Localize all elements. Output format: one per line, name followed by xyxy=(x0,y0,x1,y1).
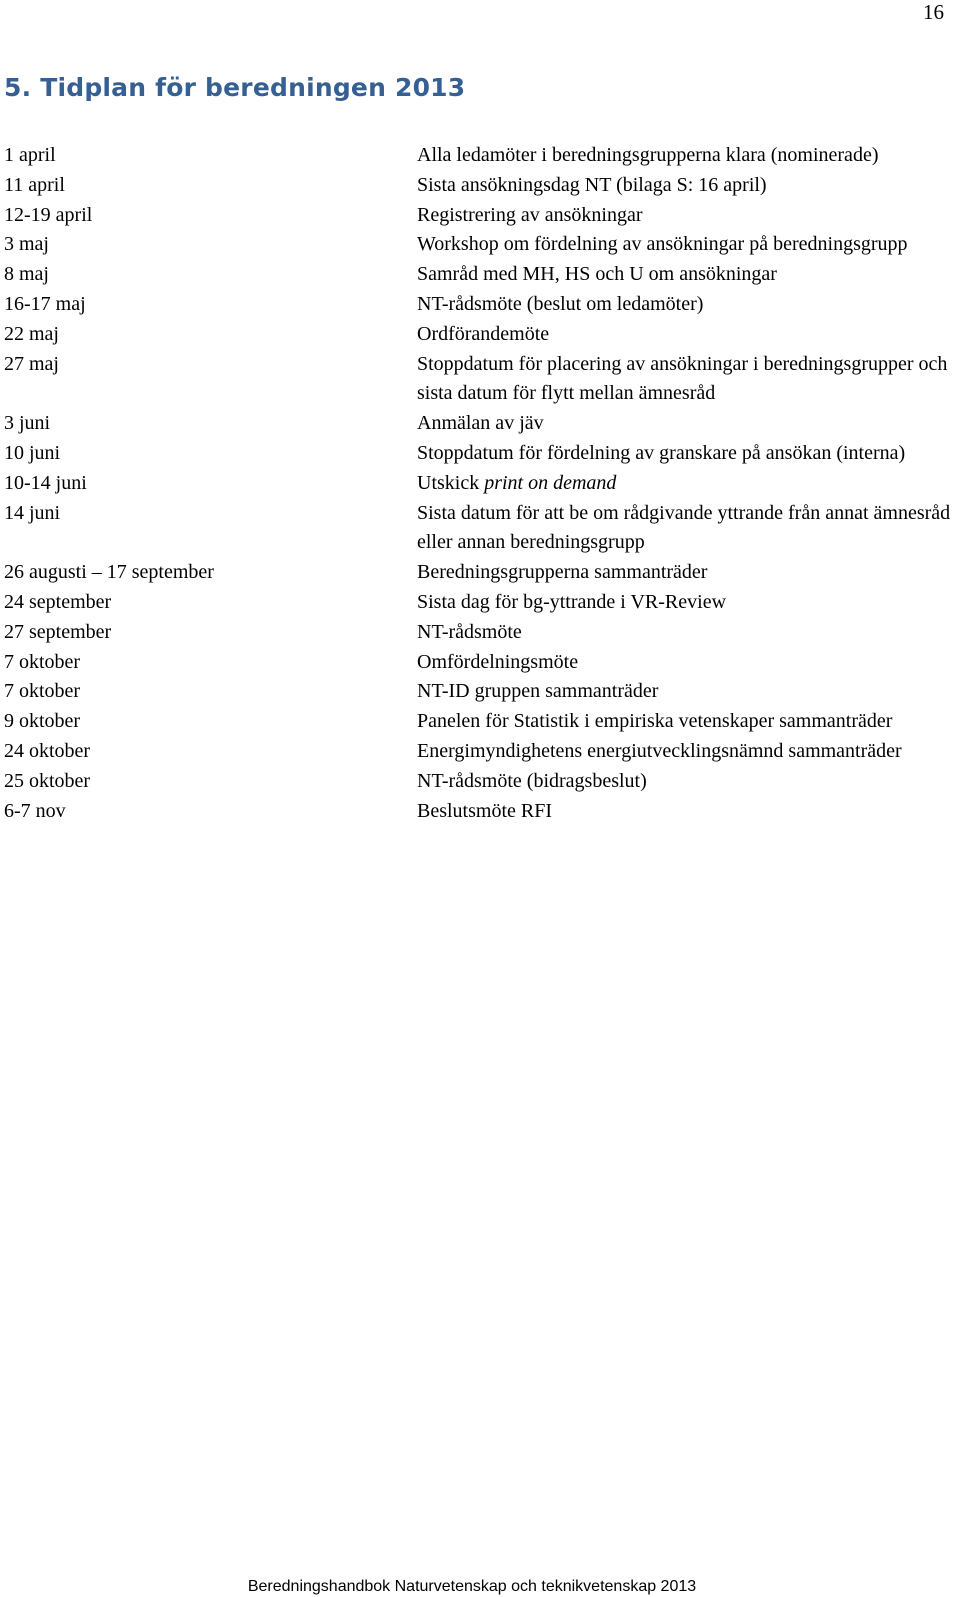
schedule-row xyxy=(4,648,954,678)
schedule-event-italic: print on demand xyxy=(484,471,617,494)
schedule-event: NT-rådsmöte (bidragsbeslut) xyxy=(417,769,647,792)
schedule-date: 22 maj xyxy=(4,322,59,345)
schedule-event: Sista datum för att be om rådgivande yttrande från annat ämnesråd eller annan beredningsgrupp xyxy=(417,501,951,554)
schedule-event: NT-ID gruppen sammanträder xyxy=(417,680,659,703)
schedule-event: Stoppdatum för fördelning av granskare på ansökan (interna) xyxy=(417,441,906,464)
schedule-row xyxy=(4,767,954,797)
schedule-row xyxy=(4,737,954,767)
schedule-row xyxy=(4,350,954,410)
schedule-row xyxy=(4,290,954,320)
schedule-date: 3 juni xyxy=(4,412,51,435)
schedule-row xyxy=(4,201,954,231)
schedule-date: 27 maj xyxy=(4,352,59,375)
page-number: 16 xyxy=(923,0,944,24)
schedule-row xyxy=(4,141,954,171)
schedule-date: 10-14 juni xyxy=(4,471,87,494)
schedule-date: 11 april xyxy=(4,173,65,196)
schedule-event: Sista ansökningsdag NT (bilaga S: 16 april) xyxy=(417,173,767,196)
schedule-row xyxy=(4,499,954,559)
schedule-row xyxy=(4,171,954,201)
schedule-date: 1 april xyxy=(4,144,56,166)
schedule-date: 26 augusti – 17 september xyxy=(4,561,214,584)
schedule-event: Sista dag för bg-yttrande i VR-Review xyxy=(417,590,727,613)
schedule-event: Workshop om fördelning av ansökningar på beredningsgrupp xyxy=(417,233,908,256)
schedule-date: 9 oktober xyxy=(4,710,81,733)
schedule-date: 14 juni xyxy=(4,501,61,524)
schedule-row xyxy=(4,588,954,618)
schedule-row xyxy=(4,439,954,469)
schedule-date: 6-7 nov xyxy=(4,799,66,822)
schedule-event: Ordförandemöte xyxy=(417,322,550,345)
schedule-row xyxy=(4,320,954,350)
schedule-date: 16-17 maj xyxy=(4,292,86,315)
schedule-event: Panelen för Statistik i empiriska vetenskaper sammanträder xyxy=(417,710,893,733)
schedule-date: 10 juni xyxy=(4,441,61,464)
schedule-event: NT-rådsmöte xyxy=(417,620,522,643)
schedule-event: Beslutsmöte RFI xyxy=(417,799,553,822)
schedule-date: 25 oktober xyxy=(4,769,91,792)
schedule-date: 8 maj xyxy=(4,263,49,286)
schedule-event: Omfördelningsmöte xyxy=(417,650,579,673)
schedule-date: 24 september xyxy=(4,590,112,613)
section-heading: 5. Tidplan för beredningen 2013 xyxy=(4,73,466,102)
schedule-event: Samråd med MH, HS och U om ansökningar xyxy=(417,263,777,286)
schedule-event-text: Utskick xyxy=(417,471,485,494)
page-footer: Beredningshandbok Naturvetenskap och teknikvetenskap 2013 xyxy=(247,1578,697,1595)
schedule-event: NT-rådsmöte (beslut om ledamöter) xyxy=(417,292,704,315)
schedule-event: Beredningsgrupperna sammanträder xyxy=(417,561,708,584)
schedule-row xyxy=(4,618,954,648)
schedule-row xyxy=(4,677,954,707)
schedule-date: 7 oktober xyxy=(4,680,81,703)
schedule-row xyxy=(4,260,954,290)
schedule-date: 3 maj xyxy=(4,233,49,256)
schedule-date: 24 oktober xyxy=(4,739,91,762)
schedule-row xyxy=(4,469,954,499)
schedule-event: Energimyndighetens energiutvecklingsnämnd sammanträder xyxy=(417,739,902,762)
schedule-row xyxy=(4,558,954,588)
schedule-event: Registrering av ansökningar xyxy=(417,203,643,226)
schedule-row xyxy=(4,230,954,260)
schedule-row xyxy=(4,409,954,439)
schedule-date: 27 september xyxy=(4,620,112,643)
schedule-event: Alla ledamöter i beredningsgrupperna klara (nominerade) xyxy=(417,144,879,166)
schedule-row xyxy=(4,797,954,827)
schedule-event: Anmälan av jäv xyxy=(417,412,544,435)
schedule-date: 7 oktober xyxy=(4,650,81,673)
schedule-event-mixed xyxy=(417,469,954,499)
schedule-row xyxy=(4,707,954,737)
schedule-list xyxy=(4,141,954,826)
schedule-event: Stoppdatum för placering av ansökningar i beredningsgrupper och sista datum för flytt mellan ämnesråd xyxy=(417,352,948,405)
schedule-date: 12-19 april xyxy=(4,203,93,226)
